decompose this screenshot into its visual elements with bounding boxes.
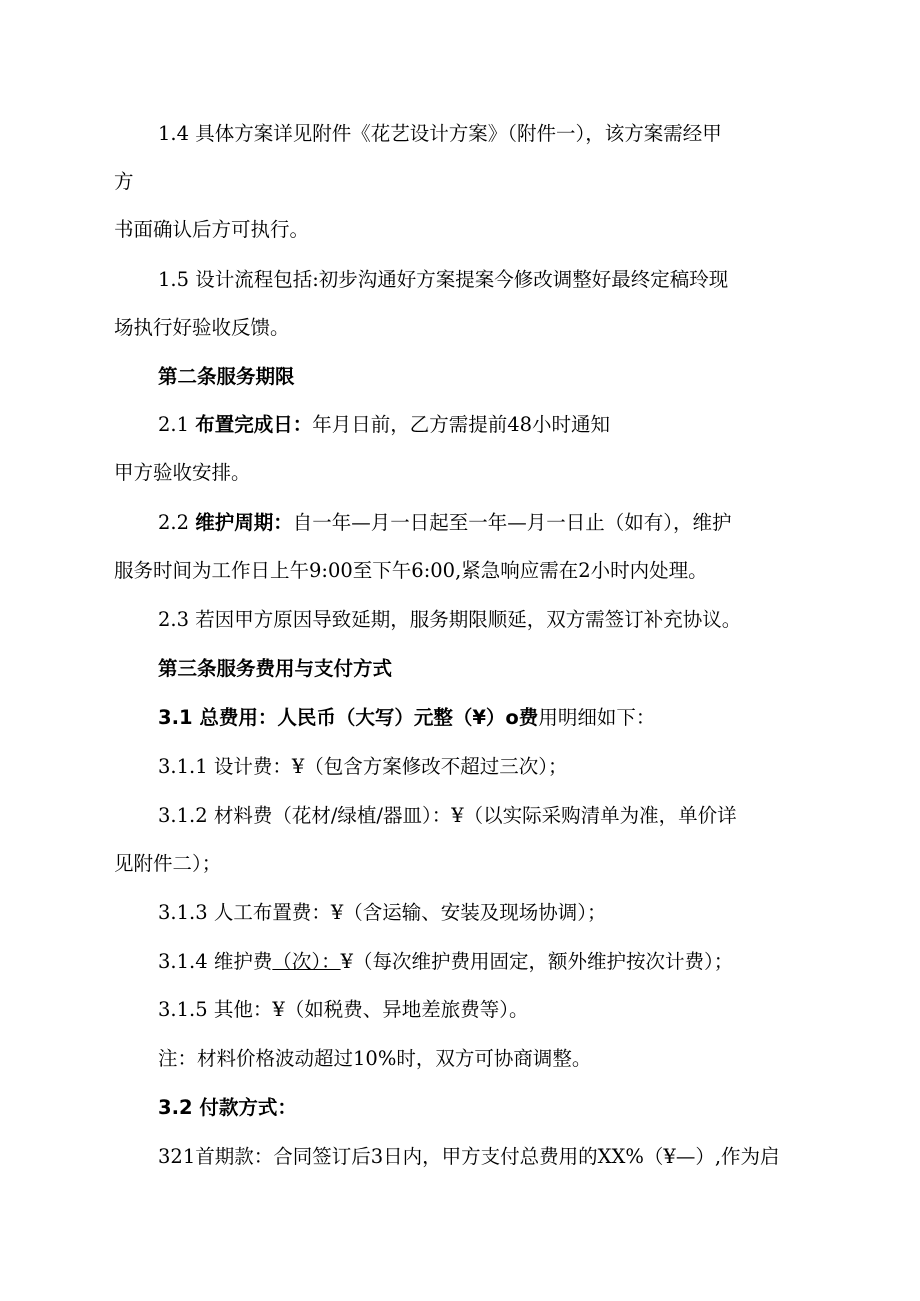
clause-3-1: 3.1 总费用：人民币（大写）元整（¥）o费用明细如下：: [158, 706, 656, 729]
clause-2-2-line2: 服务时间为工作日上午9:00至下午6:00,紧急响应需在2小时内处理。: [114, 559, 708, 582]
fee-note: 注：材料价格波动超过10%时，双方可协商调整。: [158, 1047, 592, 1070]
clause-1-4-line1: 1.4 具体方案详见附件《花艺设计方案》（附件一），该方案需经甲: [158, 122, 722, 145]
clause-1-4-line3: 书面确认后方可执行。: [114, 218, 310, 241]
clause-2-1-line2: 甲方验收安排。: [114, 461, 251, 484]
clause-2-2-line1: 2.2 维护周期：自一年—月一日起至一年—月一日止（如有），维护: [158, 511, 732, 534]
clause-3-1-4: 3.1.4 维护费（次）：¥（每次维护费用固定，额外维护按次计费）；: [158, 950, 734, 973]
clause-3-1-1: 3.1.1 设计费：¥（包含方案修改不超过三次）；: [158, 755, 568, 778]
clause-3-1-5: 3.1.5 其他：¥（如税费、异地差旅费等）。: [158, 998, 529, 1021]
clause-3-2-1: 321首期款：合同签订后3日内，甲方支付总费用的XX%（¥—）,作为启: [158, 1145, 780, 1168]
clause-3-1-3: 3.1.3 人工布置费：¥（含运输、安装及现场协调）；: [158, 901, 607, 924]
clause-2-1-line1: 2.1 布置完成日：年月日前，乙方需提前48小时通知: [158, 413, 611, 436]
clause-1-5-line2: 场执行好验收反馈。: [114, 316, 290, 339]
clause-1-4-line2: 方: [114, 170, 134, 193]
clause-3-1-2-line2: 见附件二）；: [114, 852, 222, 875]
article-3-heading: 第三条服务费用与支付方式: [158, 657, 393, 680]
clause-3-1-2-line1: 3.1.2 材料费（花材/绿植/器皿）：¥（以实际采购清单为准，单价详: [158, 804, 737, 827]
clause-1-5-line1: 1.5 设计流程包括:初步沟通好方案提案今修改调整好最终定稿玲现: [158, 268, 729, 291]
article-2-heading: 第二条服务期限: [158, 365, 295, 388]
clause-2-3: 2.3 若因甲方原因导致延期，服务期限顺延，双方需签订补充协议。: [158, 608, 742, 631]
clause-3-2-heading: 3.2 付款方式：: [158, 1096, 297, 1119]
